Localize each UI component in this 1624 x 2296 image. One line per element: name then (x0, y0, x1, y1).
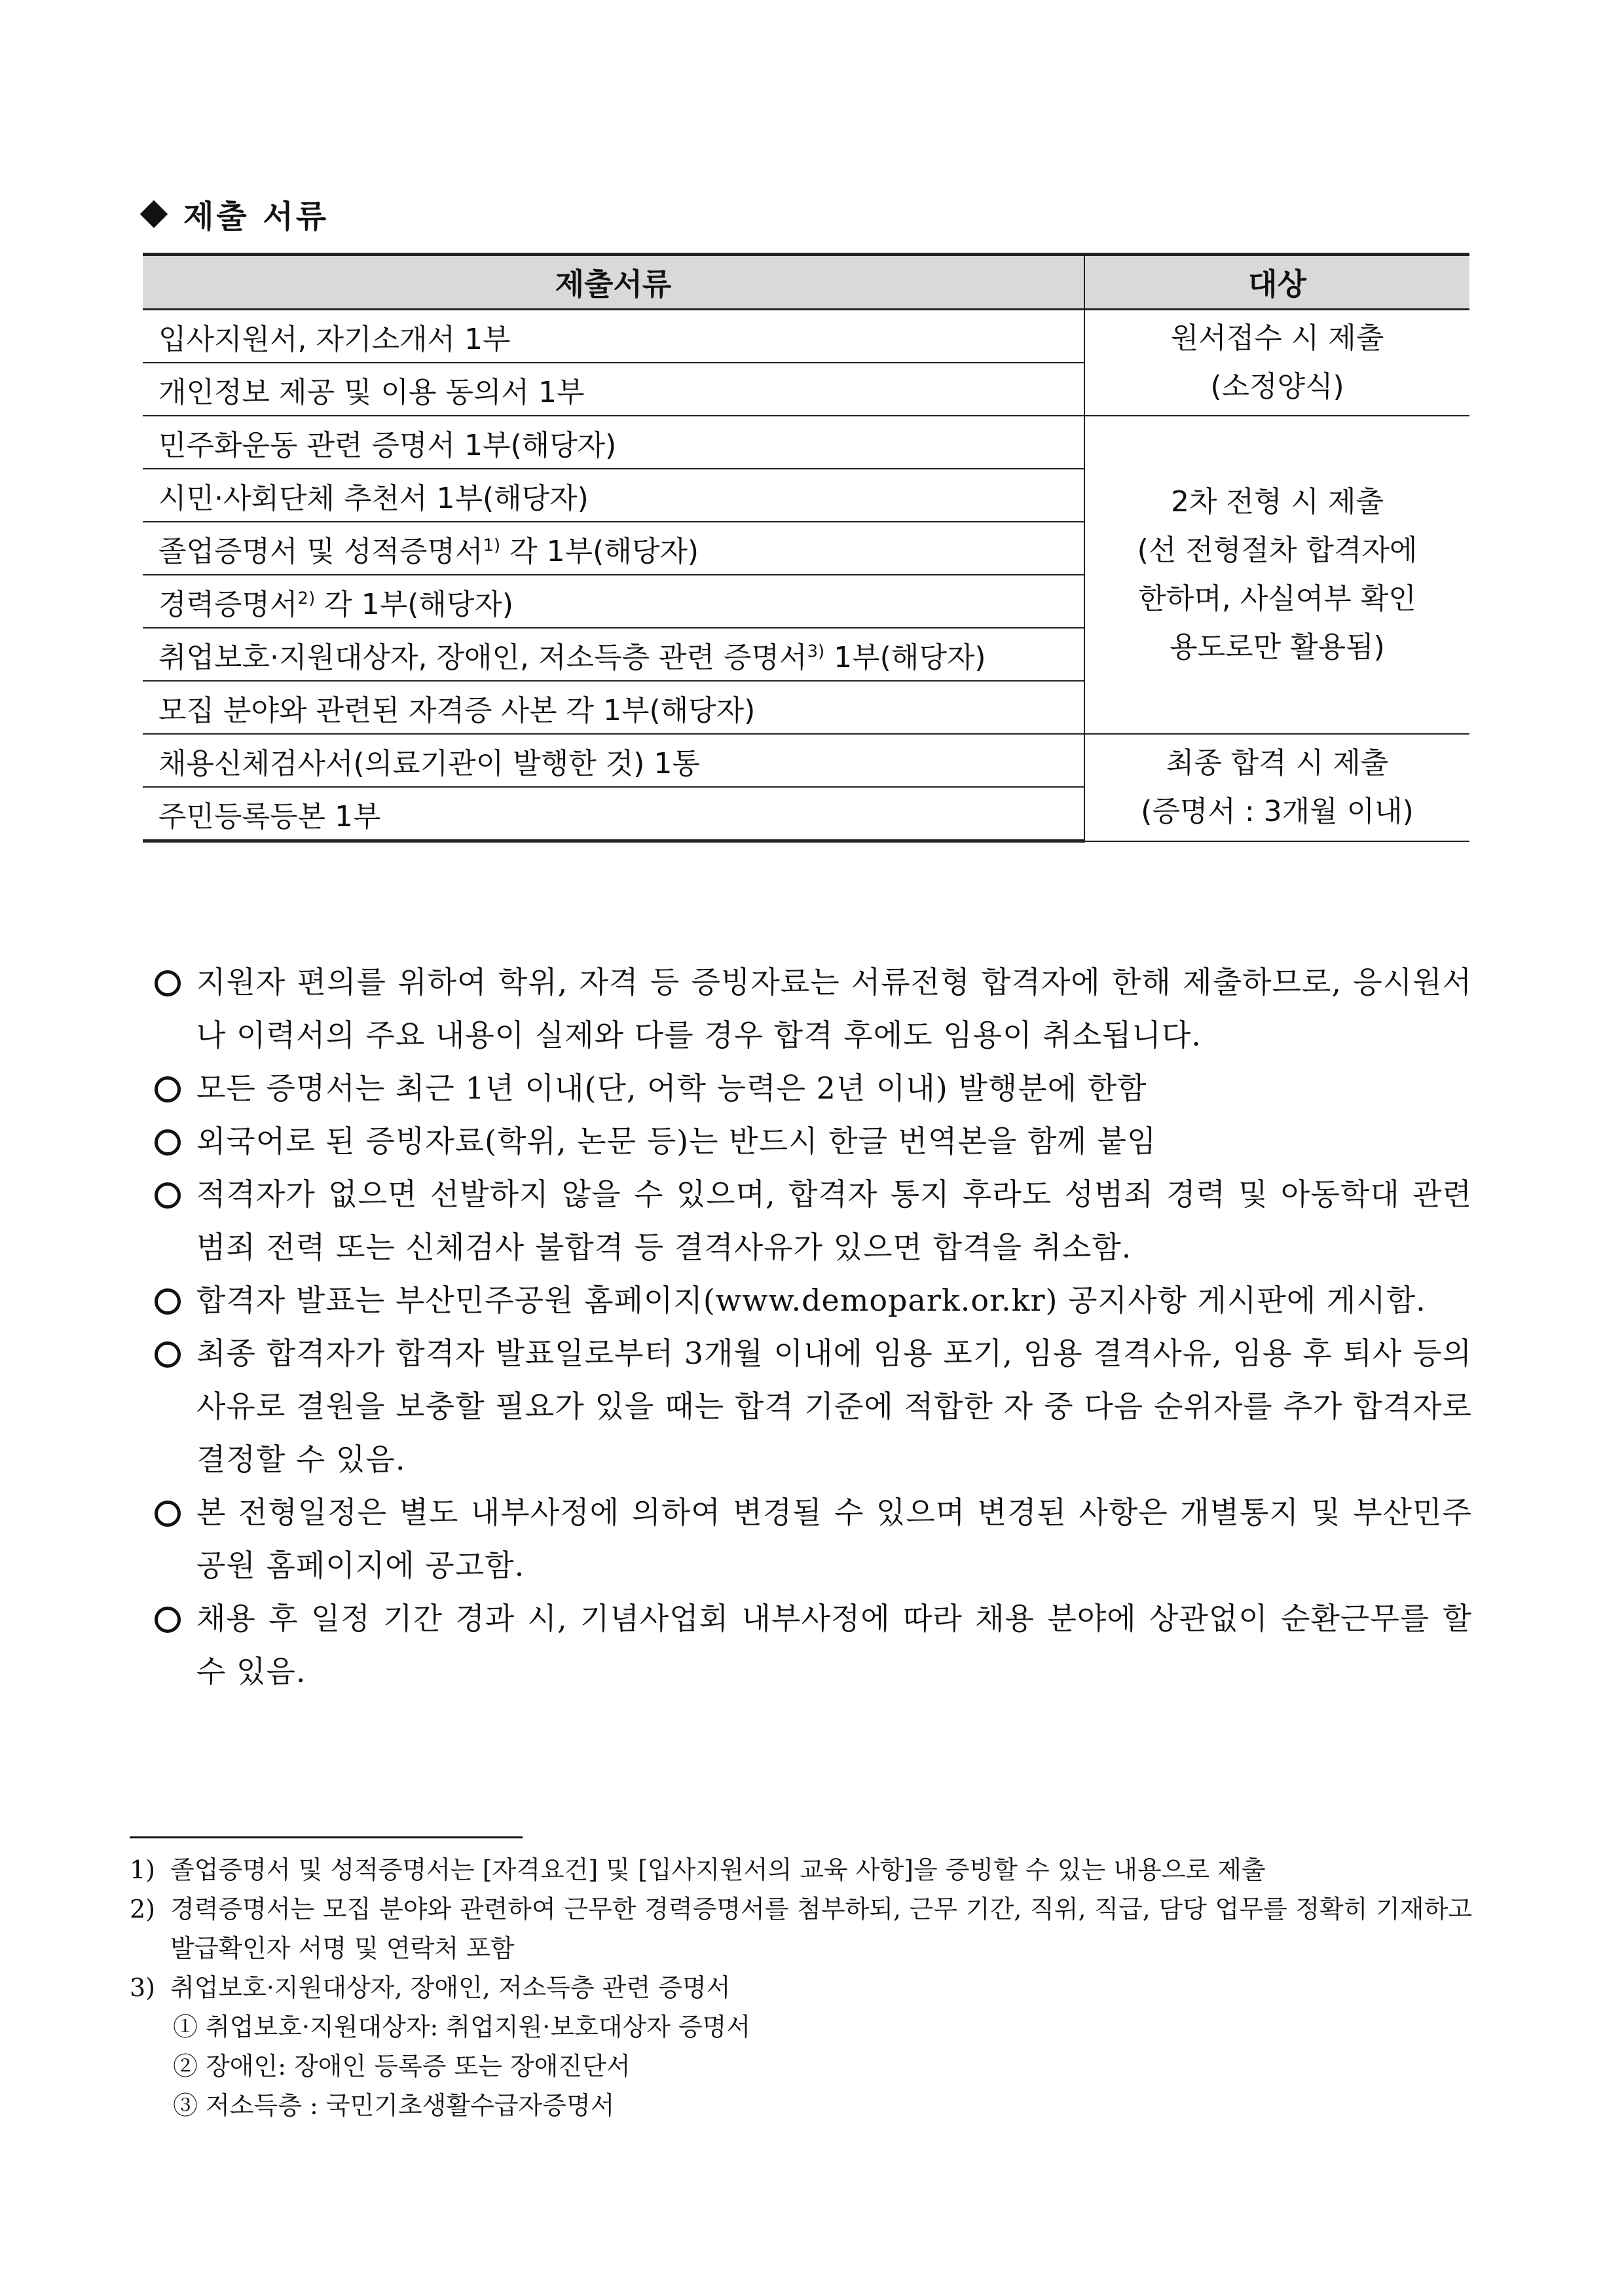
section-heading (139, 191, 329, 236)
note-item: 지원자 편의를 위하여 학위, 자격 등 증빙자료는 서류전형 합격자에 한해 제출하므로, 응시원서나 이력서의 주요 내용이 실제와 다를 경우 합격 후에도 임용이 취소됩니다. (149, 956, 1472, 1062)
documents-table (143, 253, 1469, 843)
target-cell-final: 최종 합격 시 제출 (증명서 : 3개월 이내) (1084, 734, 1469, 841)
footnote-marker: 2) (297, 588, 316, 608)
circle-bullet-icon (155, 1341, 181, 1368)
circle-bullet-icon (155, 1076, 181, 1102)
document-cell: 경력증명서$^{2)}$ 각 1부(해당자) (143, 575, 1084, 628)
footnote-text: 졸업증명서 및 성적증명서는 [자격요건] 및 [입사지원서의 교육 사항]을 증빙할 수 있는 내용으로 제출 (170, 1855, 1266, 1884)
column-header-target: 대상 (1084, 255, 1469, 310)
document-cell: 채용신체검사서(의료기관이 발행한 것) 1통 (143, 734, 1084, 787)
table-row (143, 416, 1469, 469)
note-item: 채용 후 일정 기간 경과 시, 기념사업회 내부사정에 따라 채용 분야에 상관없이 순환근무를 할 수 있음. (149, 1592, 1472, 1698)
circle-bullet-icon (155, 1501, 181, 1527)
footnote-item (130, 1850, 1472, 1889)
document-cell: 시민·사회단체 추천서 1부(해당자) (143, 469, 1084, 522)
diamond-bullet-icon (140, 200, 168, 227)
footnote-item (130, 1968, 1472, 2007)
circle-bullet-icon (155, 970, 181, 996)
footnote-marker: 1) (483, 535, 501, 555)
table-row (143, 310, 1469, 363)
section-title: 제출 서류 (183, 198, 329, 235)
target-cell-second-round: 2차 전형 시 제출 (선 전형절차 합격자에 한하며, 사실여부 확인 용도로만 활용됨) (1084, 416, 1469, 734)
document-cell: 민주화운동 관련 증명서 1부(해당자) (143, 416, 1084, 469)
footnote-subitem: ③ 저소득층 : 국민기초생활수급자증명서 (173, 2091, 615, 2120)
document-cell: 개인정보 제공 및 이용 동의서 1부 (143, 363, 1084, 416)
note-item: 본 전형일정은 별도 내부사정에 의하여 변경될 수 있으며 변경된 사항은 개별통지 및 부산민주공원 홈페이지에 공고함. (149, 1486, 1472, 1592)
circle-bullet-icon (155, 1288, 181, 1315)
document-cell: 모집 분야와 관련된 자격증 사본 각 1부(해당자) (143, 681, 1084, 734)
note-item: 최종 합격자가 합격자 발표일로부터 3개월 이내에 임용 포기, 임용 결격사유, 임용 후 퇴사 등의 사유로 결원을 보충할 필요가 있을 때는 합격 기준에 적합한 자 중 다음 순위자를 추가 합격자로 결정할 수 있음. (149, 1327, 1472, 1486)
footnote-number: 1) (130, 1855, 156, 1884)
document-cell: 입사지원서, 자기소개서 1부 (143, 310, 1084, 363)
document-cell: 취업보호·지원대상자, 장애인, 저소득층 관련 증명서$^{3)}$ 1부(해당자) (143, 628, 1084, 681)
footnote-subitem: ② 장애인: 장애인 등록증 또는 장애진단서 (173, 2052, 631, 2081)
footnote-text: 경력증명서는 모집 분야와 관련하여 근무한 경력증명서를 첨부하되, 근무 기간, 직위, 직급, 담당 업무를 정확히 기재하고 발급확인자 서명 및 연락처 포함 (170, 1895, 1472, 1963)
footnote-item (130, 1889, 1472, 1968)
footnote-subitem: ① 취업보호·지원대상자: 취업지원·보호대상자 증명서 (173, 2013, 751, 2041)
footnote-text: 취업보호·지원대상자, 장애인, 저소득층 관련 증명서 (170, 1973, 731, 2002)
footnotes-list (130, 1850, 1472, 2125)
circle-bullet-icon (155, 1129, 181, 1156)
column-header-documents: 제출서류 (143, 255, 1084, 310)
circle-bullet-icon (155, 1182, 181, 1209)
document-cell: 졸업증명서 및 성적증명서$^{1)}$ 각 1부(해당자) (143, 522, 1084, 575)
table-header-row (143, 255, 1469, 310)
circle-bullet-icon (155, 1607, 181, 1633)
note-item: 합격자 발표는 부산민주공원 홈페이지(www.demopark.or.kr) 공지사항 게시판에 게시함. (149, 1274, 1472, 1327)
note-item: 모든 증명서는 최근 1년 이내(단, 어학 능력은 2년 이내) 발행분에 한함 (149, 1062, 1472, 1115)
footnote-marker: 3) (807, 641, 825, 661)
target-cell-application: 원서접수 시 제출 (소정양식) (1084, 310, 1469, 416)
notes-list (149, 956, 1472, 1698)
document-cell: 주민등록등본 1부 (143, 787, 1084, 841)
footnote-number: 2) (130, 1895, 156, 1923)
footnote-number: 3) (130, 1973, 156, 2002)
table-row (143, 734, 1469, 787)
footnote-divider (130, 1836, 523, 1838)
note-item: 외국어로 된 증빙자료(학위, 논문 등)는 반드시 한글 번역본을 함께 붙임 (149, 1115, 1472, 1168)
note-item: 적격자가 없으면 선발하지 않을 수 있으며, 합격자 통지 후라도 성범죄 경력 및 아동학대 관련 범죄 전력 또는 신체검사 불합격 등 결격사유가 있으면 합격을 취소함. (149, 1168, 1472, 1274)
